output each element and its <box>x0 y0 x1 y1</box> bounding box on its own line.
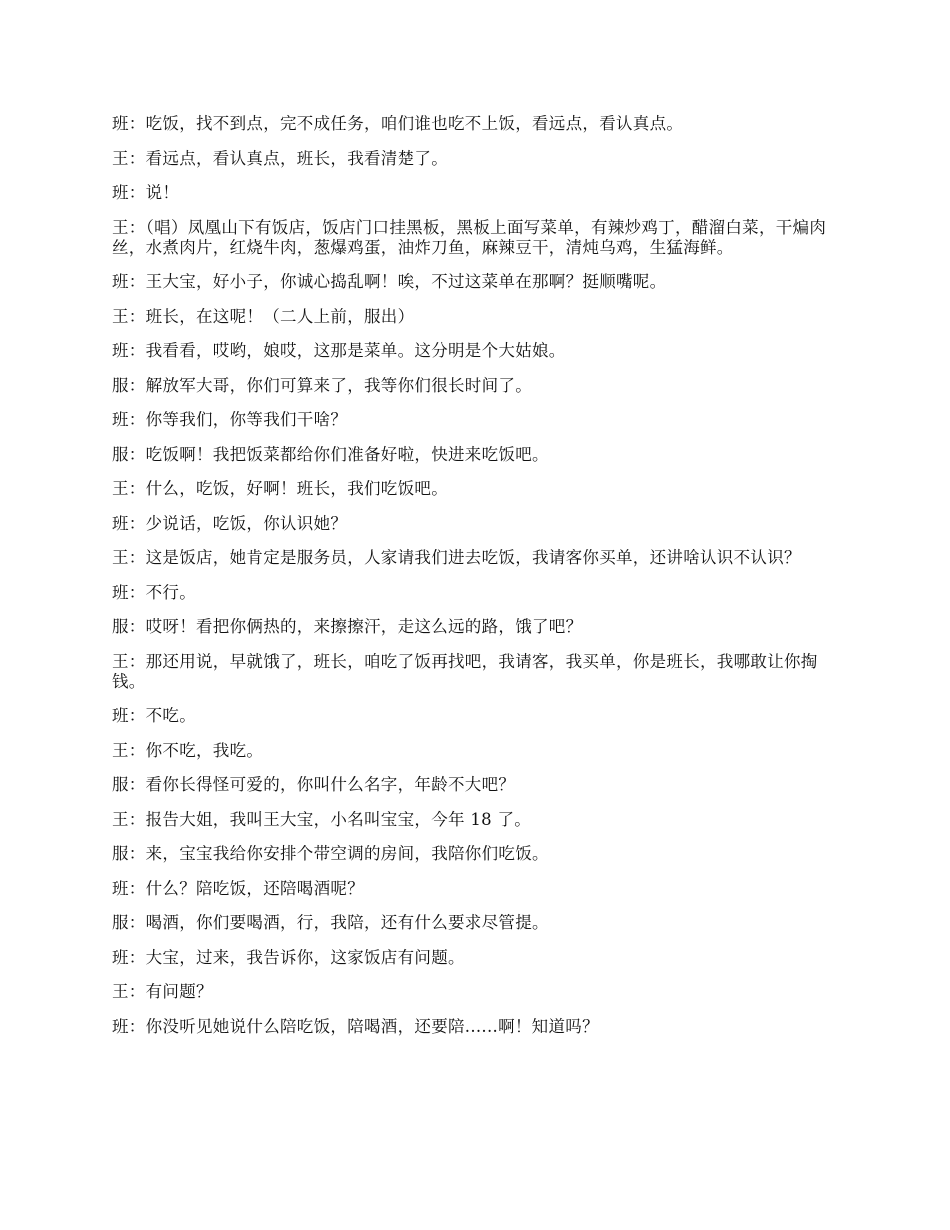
dialogue-line: 王：看远点，看认真点，班长，我看清楚了。 <box>112 148 448 168</box>
dialogue-line: 服：吃饭啊！我把饭菜都给你们准备好啦，快进来吃饭吧。 <box>112 444 549 464</box>
dialogue-line: 班：说！ <box>112 183 180 202</box>
document-body <box>112 114 842 1051</box>
dialogue-line: 王：（唱）凤凰山下有饭店，饭店门口挂黑板，黑板上面写菜单，有辣炒鸡丁，醋溜白菜，干煸肉丝，水煮肉片，红烧牛肉，葱爆鸡蛋，油炸刀鱼，麻辣豆干，清炖乌鸡，生猛海鲜。 <box>112 217 827 257</box>
dialogue-line: 服：哎呀！看把你俩热的，来擦擦汗，走这么远的路，饿了吧？ <box>112 617 583 636</box>
dialogue-line: 班：王大宝，好小子，你诚心捣乱啊！唉，不过这菜单在那啊？挺顺嘴呢。 <box>112 272 667 291</box>
dialogue-line: 服：来，宝宝我给你安排个带空调的房间，我陪你们吃饭。 <box>112 844 549 863</box>
dialogue-line: 王：有问题？ <box>112 982 213 1001</box>
dialogue-line: 王：那还用说，早就饿了，班长，咱吃了饭再找吧，我请客，我买单，你是班长，我哪敢让你掏钱。 <box>112 651 818 691</box>
dialogue-line: 班：吃饭，找不到点，完不成任务，咱们谁也吃不上饭，看远点，看认真点。 <box>112 114 684 133</box>
dialogue-line: 班：少说话，吃饭，你认识她？ <box>112 513 348 533</box>
dialogue-line: 班：不吃。 <box>112 706 196 725</box>
dialogue-line: 王：什么，吃饭，好啊！班长，我们吃饭吧。 <box>112 479 448 498</box>
dialogue-line: 班：你没听见她说什么陪吃饭，陪喝酒，还要陪......啊！知道吗？ <box>112 1016 599 1036</box>
dialogue-line: 王：你不吃，我吃。 <box>112 740 264 760</box>
dialogue-line: 服：看你长得怪可爱的，你叫什么名字，年龄不大吧？ <box>112 775 516 794</box>
dialogue-line: 服：喝酒，你们要喝酒，行，我陪，还有什么要求尽管提。 <box>112 913 549 932</box>
dialogue-line: 班：什么？陪吃饭，还陪喝酒呢？ <box>112 878 364 898</box>
dialogue-line: 服：解放军大哥，你们可算来了，我等你们很长时间了。 <box>112 375 532 395</box>
dialogue-line: 王：班长，在这呢！（二人上前，服出） <box>112 306 415 326</box>
dialogue-line: 班：我看看，哎哟，娘哎，这那是菜单。这分明是个大姑娘。 <box>112 341 566 360</box>
dialogue-line: 王：这是饭店，她肯定是服务员，人家请我们进去吃饭，我请客你买单，还讲啥认识不认识？ <box>112 548 801 567</box>
dialogue-line: 班：大宝，过来，我告诉你，这家饭店有问题。 <box>112 947 465 967</box>
dialogue-line: 王：报告大姐，我叫王大宝，小名叫宝宝，今年 18 了。 <box>112 809 532 829</box>
dialogue-line: 班：你等我们，你等我们干啥？ <box>112 410 348 429</box>
dialogue-line: 班：不行。 <box>112 582 196 602</box>
